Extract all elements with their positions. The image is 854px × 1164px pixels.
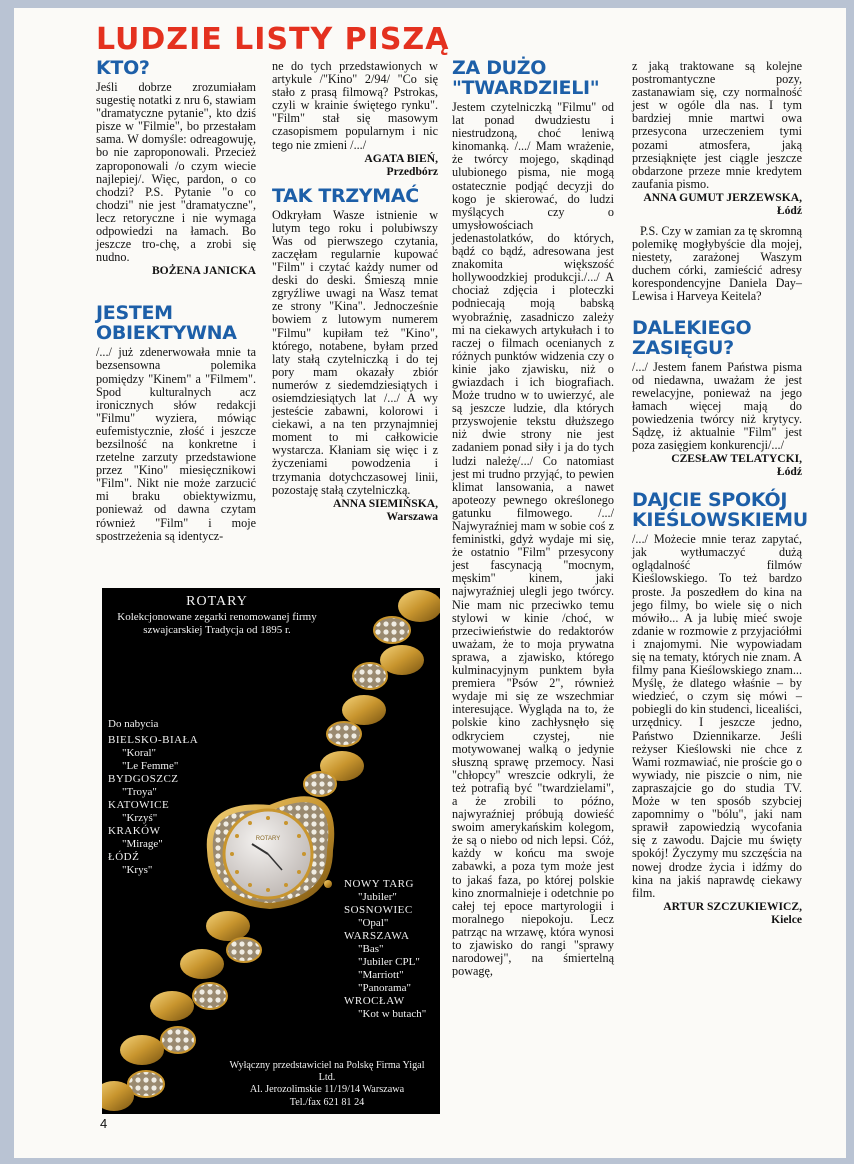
ad-store-city: WARSZAWA [344, 930, 410, 942]
page-number: 4 [100, 1116, 108, 1131]
letter-author: CZESŁAW TELATYCKI, [671, 452, 802, 466]
ad-store-name: "Bas" [358, 943, 384, 955]
ad-store-city: WROCŁAW [344, 995, 405, 1007]
watch-case [210, 799, 332, 906]
ad-store-name: "Kot w butach" [358, 1008, 427, 1020]
letter-city: Kielce [771, 912, 802, 926]
letter-author: ANNA GUMUT JERZEWSKA, [643, 190, 802, 204]
column-4 [632, 59, 808, 926]
letter-author: BOŻENA JANICKA [151, 264, 256, 278]
letter-heading: TAK TRZYMAĆ [272, 184, 419, 207]
letter-text: /.../ Możecie mnie teraz zapytać, jak wytłumaczyć dużą oglądalność filmów Kieślowskiego. To też bardzo proste. Ja poszedłem do kina na jego filmy, bo wiele się o nich mówiło... A ja lubię mieć swoje zdanie w rozmowie z przyjaciółmi i znajomymi. Nie wypowiadam się na tematy, których nie znam. A filmy pana Kieślowskiego znam... Myślę, że dlatego właśnie – by wiedzieć, o czym się mówi – pobiegli do kin studenci, licealiści, urzędnicy. I jeszcze jedno, Państwo Dziennikarze. Jeśli reżyser Kieślowski nie chce z Wami rozmawiać, nie proście go o wywiady, nie piszcie o nim, nie zapraszajcie go do studia TV. Może w ten sposób szybciej zapomnimy o "bólu", jaki nam sprawił zapowiedzią wycofania się z zawodu. Dajcie mu święty spokój! Życzymy mu szczęścia na nowej drodze życia i idźmy do kina na jakiś naprawdę ciekawy film. [632, 532, 802, 900]
page-title: LUDZIE LISTY PISZĄ [96, 22, 450, 57]
ad-store-city: KATOWICE [108, 799, 170, 811]
letter-author: ANNA SIEMIŃSKA, [332, 496, 438, 510]
ad-subtitle: Kolekcjonowane zegarki renomowanej firmy szwajcarskiej Tradycja od 1895 r. [117, 611, 317, 636]
ad-footer [222, 1060, 432, 1109]
rotary-advertisement [102, 588, 440, 1114]
ad-store-name: "Marriott" [358, 969, 404, 981]
ad-store-name: "Jubiler CPL" [358, 956, 420, 968]
ad-store-city: NOWY TARG [344, 878, 414, 890]
letter-text: Odkryłam Wasze istnienie w lutym tego roku i polubiwszy Was od pierwszego czytania, zaczęłam regularnie kupować "Film" i czytać każdy numer od deski do deski. Śmieszą mnie zgryźliwe uwagi na Wasz temat ze strony "Kina". Jednocześnie bowiem z lutowym numerem "Filmu" kupiłam też "Kino", którego, notabene, byłam przed laty stałą czytelniczką i do tej pory mam okazały zbiór numerów z siedemdziesiątych i osiemdziesiątych lat /.../ A wy jesteście zabawni, kolorowi i ciekawi, a na ten przynajmniej moment to mi całkowicie wystarcza. Kłaniam się więc i z życzeniami powodzenia i trzymania dotychczasowej linii, pozostaję stałą czytelniczką. [272, 207, 438, 497]
ad-store-city: KRAKÓW [108, 825, 161, 837]
ad-intro: Do nabycia [108, 718, 159, 730]
ad-store-name: "Jubiler" [358, 891, 397, 903]
letter-text: /.../ już zdenerwowała mnie ta bezsensowna polemika pomiędzy "Kinem" a "Filmem". Spod kulturalnych acz ironicznych słów redakcji "Filmu" wyziera, mówiąc eufemistycznie, złość i jeszcze bezsilność na konkretne i rzetelne zarzuty przedstawione przez "Kino" miesięcznikowi "Film". Nikt nie może zarzucić mi braku obiektywizmu, ponieważ od dawna czytam również "Film" i moje spostrzeżenia są identycz- [96, 345, 256, 543]
letter-heading: DALEKIEGO ZASIĘGU? [632, 316, 752, 359]
ad-distributor: Wyłączny przedstawiciel na Polskę Firma Yigal Ltd. [229, 1060, 425, 1084]
column-2 [272, 60, 438, 523]
ad-stores-left [108, 718, 198, 877]
letter-city: Przedbórz [386, 164, 438, 178]
ad-store-city: BIELSKO-BIAŁA [108, 734, 199, 746]
ad-store-name: "Krzyś" [122, 812, 158, 824]
letter-text: ne do tych przedstawionych w artykule /"Kino" 2/94/ "Co się stało z prasą filmową? Pstrokas, czyli w krainie świętego rynku". "Film" stał się masowym czasopismem popularnym i nic tego nie zmieni /.../ [272, 59, 438, 152]
ad-store-name: "Krys" [122, 864, 153, 876]
ad-store-name: "Opal" [358, 917, 389, 929]
letter-text: Jeśli dobrze zrozumiałam sugestię notatki z nru 6, stawiam "dramatyczne pytanie", kto dziś pisze w "Filmie", bo przestałam sama. W domyśle: odreagowuję, bo nie zaproponowali. Przecież zaproponowali /o czym wiecie najlepiej/. Więc, pardon, o co chodzi? P.S. Pytanie "o co chodzi" nie jest "dramatyczne", lecz retoryczne i nie wymaga odpowiedzi na łamach. Bo jeszcze tro-chę, a zrobi się nudno. [96, 80, 256, 265]
letter-city: Warszawa [386, 509, 438, 523]
letter-author: AGATA BIEŃ, [364, 151, 438, 165]
letter-author: ARTUR SZCZUKIEWICZ, [663, 899, 802, 913]
letter-heading: KTO? [96, 57, 150, 79]
letter-heading: JESTEM OBIEKTYWNA [96, 302, 237, 345]
ad-phone: Tel./fax 621 81 24 [289, 1096, 365, 1108]
ad-store-name: "Troya" [122, 786, 157, 798]
letter-city: Łódź [776, 465, 802, 479]
ad-store-city: BYDGOSZCZ [108, 773, 179, 785]
letter-text: Jestem czytelniczką "Filmu" od lat ponad dwudziestu i niestrudzoną, choć leniwą kinomanką. /.../ Mam wrażenie, że twórcy mojego, skądinąd ulubionego pisma, nie mogą ostatecznie podjąć decyzji do kogo je skierować, do ludzi myślących czy o umysłowościach jedenastolatków, do których, bądź co bądź, adresowana jest znakomita większość hollywoodzkiej produkcji./.../ A chociaż zdjęcia i ploteczki podniecają moją babską wyobraźnię, zasadniczo zależy mi na ciekawych artykułach i to raczej o filmach ocenianych z różnych punktów widzenia czy o kinie jako zjawisku, niż o gwiazdach i ich biografiach. Może trudno w to uwierzyć, ale są jeszcze ludzie, dla których przyswojenie tekstu dłuższego niż dwie strony nie jest zadaniem ponad siły i ja do tych ludzi należę/.../ Co natomiast jest mi trudno przyjąć, to pewien klimat lansowania, a nawet apoteozy pewnego określonego gatunku filmowego. /.../ Najwyraźniej mam w sobie coś z feministki, gdyż wydaje mi się, że ostatnio "Film" przesycony jest fascynacją "mocnym, męskim" kinem, jaki najwyraźniej ulegli jego twórcy. Nie mam nic przeciwko temu stylowi w kinie /choć, w przeciwieństwie do redaktorów uważam, że to moja prywatna sprawa, a zjawisko, którego kulminacyjnym punktem była premiera "Psów 2", również wydaje mi się ze wszechmiar interesujące. Wygląda na to, że polskie kino zachłysnęło się odkryciem czystej, nie motywowanej walką o jedynie słuszną sprawę przemocy. Nasi "chłopcy" wreszcie odkryli, że też potrafią być "twardzielami", a że zrobili to późno, najwyraźniej próbują dowieść swoim amerykańskim kolegom, że są o niebo od nich lepsi. Cóż, każdy w końcu ma swoje zabawki, a poza tym może jest to jakaś faza, po której polskie kino znormalnieje i odetchnie po całej tej epoce martyrologii i moralnego niepokoju. Lecz patrząc na wrzawę, która wynosi to zjawisko do rangi "sprawy narodowej", na śmiertelną powagę, [452, 100, 614, 979]
letter-text: z jaką traktowane są kolejne postromantyczne pozy, zastanawiam się, czy normalność jest w ogóle dla nas. I tym bardziej mnie martwi owa przesycona urzeczeniem tymi pozami atmosfera, jaką przesiąknięte jest ciągle jeszcze obdarzone przeze mnie kredytem zaufania pismo. [632, 59, 802, 191]
column-3 [452, 58, 614, 978]
letter-heading: ZA DUŻO "TWARDZIELI" [452, 57, 600, 99]
ad-store-name: "Panorama" [358, 982, 411, 994]
letter-postscript: P.S. Czy w zamian za tę skromną polemikę mogłybyście dla mojej, niestety, zarażonej Waszym duchem córki, zamieścić adresy korespondencyjne Daniela Day–Lewisa i Harveya Keitela? [632, 223, 802, 304]
ad-store-city: SOSNOWIEC [344, 904, 413, 916]
ad-stores-right [344, 878, 426, 1021]
ad-store-city: ŁÓDŹ [108, 851, 140, 863]
ad-store-name: "Le Femme" [122, 760, 179, 772]
ad-store-name: "Mirage" [122, 838, 163, 850]
letter-city: Łódź [776, 203, 802, 217]
ad-address: Al. Jerozolimskie 11/19/14 Warszawa [249, 1084, 405, 1096]
ad-brand: ROTARY [186, 594, 248, 609]
ad-store-name: "Koral" [122, 747, 157, 759]
dial-logo: ROTARY [255, 836, 281, 842]
column-1 [96, 58, 256, 543]
letter-heading: DAJCIE SPOKÓJ KIEŚLOWSKIEMU [632, 489, 808, 532]
letter-text: /.../ Jestem fanem Państwa pisma od niedawna, uważam że jest rewelacyjne, ponieważ na jego łamach więcej mają do powiedzenia twórcy niż krytycy. Sądzę, iż aktualnie "Film" jest poza zasięgiem konkurencji/.../ [632, 359, 802, 453]
